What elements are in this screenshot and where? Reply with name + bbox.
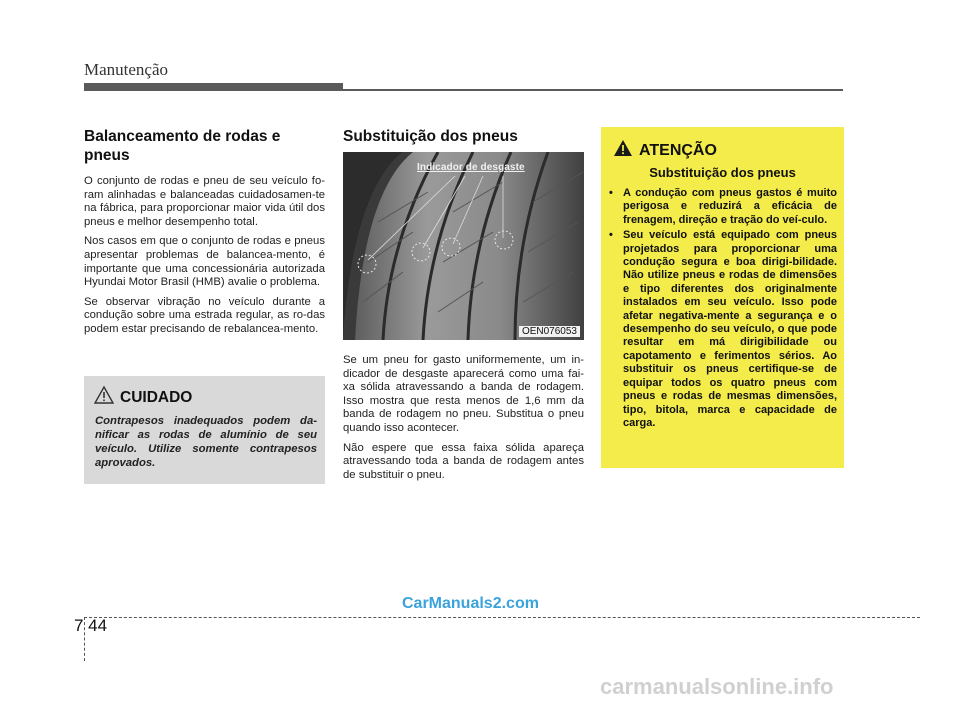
list-item: • A condução com pneus gastos é muito perigosa e reduzirá a eficácia de frenagem, direção e tração do veí-culo.	[609, 187, 837, 226]
list-item: • Seu veículo está equipado com pneus projetados para proporcionar uma condução segura e boa dirigi-bilidade. Não utilize pneus e rodas de dimensões e tipo diferentes dos originalmente instalados em seu veículo. Isso pode afetar negativa-mente a segurança e o desempenho do seu veículo, o que pode resultar em má dirigibilidade ou capotamento e ferimentos sérios. Ao substituir os pneus certifique-se de equipar todos os quatro pneus com pneus e rodas de mesmas dimensões, tipo, bitola, marca e capacidade de carga.	[609, 229, 837, 429]
header-rule	[343, 89, 843, 91]
tire-paragraph-1: Se um pneu for gasto uniformemente, um in-dicador de desgaste aparecerá como uma fai-xa sólida atravessando a banda de rodagem. Isso mostra que resta menos de 1,6 mm da banda de rodagem no pneu. Substitua o pneu quando isso acontecer.	[343, 354, 584, 434]
watermark-carmanualsonline: carmanualsonline.info	[600, 674, 834, 699]
page-number: 7 44	[74, 616, 108, 635]
left-column	[84, 127, 325, 343]
middle-column-body	[343, 354, 584, 488]
tire-paragraph-2: Não espere que essa faixa sólida apareça atravessando toda a banda de rodagem antes de substituir o pneu.	[343, 441, 584, 481]
warning-header	[613, 139, 717, 162]
caution-text: Contrapesos inadequados podem da-nificar as rodas de alumínio de seu veículo. Utilize somente contrapesos aprovados.	[95, 415, 317, 469]
warning-subtitle: Substituição dos pneus	[649, 165, 796, 180]
footer-rule	[84, 617, 920, 618]
warning-list	[609, 187, 837, 432]
section-header-title: Manutenção	[84, 60, 169, 79]
warning-box	[601, 127, 844, 468]
caution-header	[94, 386, 192, 409]
warning-triangle-icon	[94, 386, 114, 409]
watermark-carmanuals2: CarManuals2.com	[402, 595, 539, 612]
balancing-paragraph-1: O conjunto de rodas e pneu de seu veículo fo-ram alinhadas e balanceadas cuidadosamen-te na fábrica, para proporcionar maior vida útil dos pneus e melhor desempenho total.	[84, 175, 325, 228]
wear-indicator-label: Indicador de desgaste	[417, 162, 525, 173]
header-bar	[84, 83, 343, 91]
tire-tread-figure	[343, 152, 584, 340]
balancing-paragraph-2: Nos casos em que o conjunto de rodas e pneus apresentar problemas de balancea-mento, é importante que uma concessionária autorizada Hyundai Motor Brasil (HMB) avalie o problema.	[84, 235, 325, 289]
balancing-paragraph-3: Se observar vibração no veículo durante a condução sobre uma estrada regular, as ro-das podem estar precisando de rebalancea-mento.	[84, 295, 325, 335]
caution-title: CUIDADO	[120, 388, 193, 406]
tire-tread-illustration	[343, 152, 584, 340]
balancing-section-title: Balanceamento de rodas e pneus	[84, 128, 281, 164]
warning-title: ATENÇÃO	[639, 141, 717, 159]
warning-triangle-icon	[613, 139, 633, 162]
tire-replacement-title: Substituição dos pneus	[343, 128, 518, 145]
figure-code: OEN076053	[519, 326, 580, 337]
caution-box	[84, 376, 325, 484]
middle-column-title-wrap	[343, 127, 584, 146]
